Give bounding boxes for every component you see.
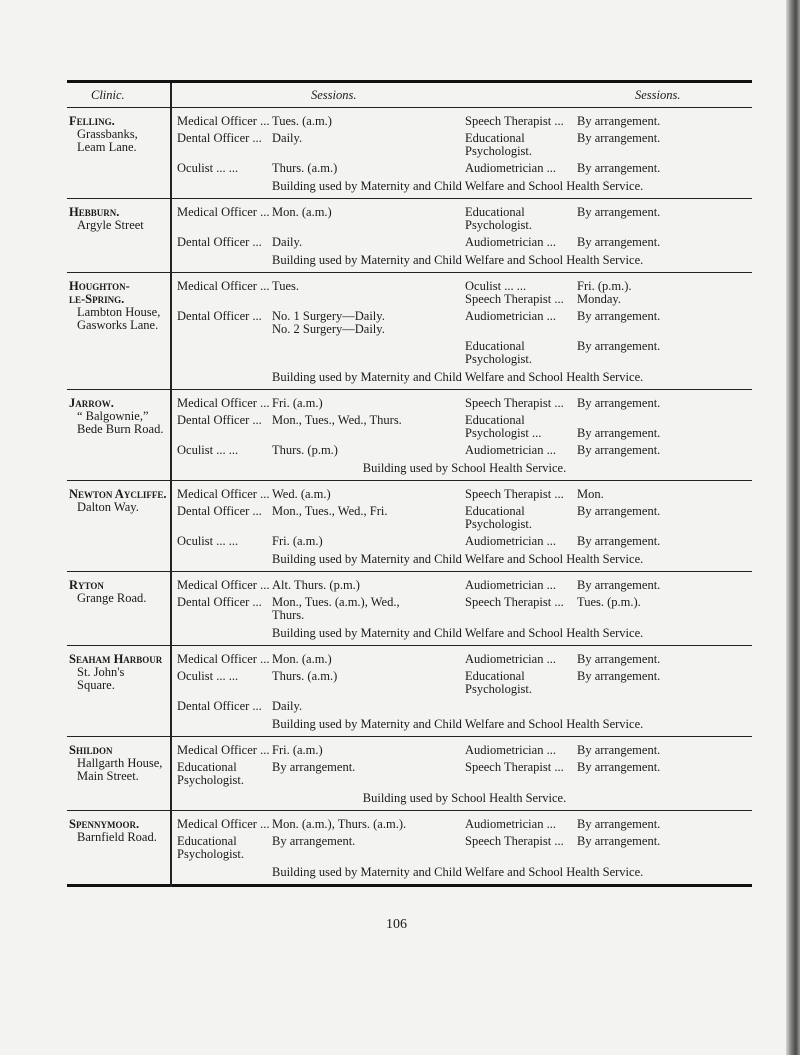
session-time: Daily. [272, 699, 303, 713]
session-time: Thurs. (p.m.) [272, 443, 338, 457]
session-time: Thurs. (a.m.) [272, 669, 338, 683]
table-header [67, 83, 752, 108]
building-usage-note: Building used by Maternity and Child Welfare and School Health Service. [272, 552, 644, 566]
session-time: Fri. (a.m.) [272, 743, 323, 757]
clinic-name: Seaham Harbour [69, 652, 163, 666]
clinic-cell [67, 280, 169, 384]
session-time: Mon., Tues. (a.m.), Wed., Thurs. [272, 595, 400, 622]
session-time: By arrangement. [577, 578, 661, 592]
table-row [177, 505, 752, 531]
header-sessions-right: Sessions. [635, 88, 681, 102]
session-time: Tues. [272, 279, 299, 293]
staff-role: Medical Officer ... [177, 817, 270, 831]
clinic-name: Jarrow. [69, 396, 114, 410]
header-sessions-left: Sessions. [311, 88, 357, 102]
staff-role: Audiometrician ... [465, 235, 556, 249]
session-time: By arrangement. [577, 743, 661, 757]
staff-role: Medical Officer ... [177, 487, 270, 501]
clinic-cell [67, 579, 169, 640]
session-rows [177, 397, 752, 475]
table-row [177, 206, 752, 232]
session-time: By arrangement. [577, 504, 661, 518]
staff-role: Speech Therapist ... [465, 487, 564, 501]
session-time [272, 340, 465, 366]
staff-role: Educational Psychologist. [465, 339, 533, 366]
staff-role: Audiometrician ... [465, 817, 556, 831]
staff-role: Medical Officer ... [177, 652, 270, 666]
session-rows [177, 653, 752, 731]
session-time: Fri. (p.m.). Monday. [577, 279, 632, 306]
staff-role: Dental Officer ... [177, 413, 262, 427]
session-time: By arrangement. [577, 817, 661, 831]
staff-role: Audiometrician ... [465, 161, 556, 175]
staff-role: Speech Therapist ... [465, 114, 564, 128]
staff-role: Dental Officer ... [177, 235, 262, 249]
staff-role: Medical Officer ... [177, 279, 270, 293]
session-rows [177, 115, 752, 193]
table-row [177, 132, 752, 158]
session-time: Mon., Tues., Wed., Thurs. [272, 413, 402, 427]
building-usage-note: Building used by Maternity and Child Welfare and School Health Service. [272, 179, 644, 193]
session-time: Daily. [272, 235, 303, 249]
session-time: Mon. (a.m.), Thurs. (a.m.). [272, 817, 407, 831]
session-rows [177, 744, 752, 805]
clinic-cell [67, 488, 169, 566]
session-rows [177, 488, 752, 566]
staff-role: Educational Psychologist. [465, 504, 533, 531]
session-time: Fri. (a.m.) [272, 534, 323, 548]
session-time: Mon., Tues., Wed., Fri. [272, 504, 388, 518]
clinic-cell [67, 818, 169, 879]
session-rows [177, 280, 752, 384]
staff-role: Medical Officer ... [177, 743, 270, 757]
session-rows [177, 579, 752, 640]
table-row [177, 162, 752, 175]
table-row [177, 310, 752, 336]
staff-role: Speech Therapist ... [465, 396, 564, 410]
table-row [177, 444, 752, 457]
table-row [177, 280, 752, 306]
staff-role: Dental Officer ... [177, 131, 262, 145]
staff-role: Oculist ... ... [177, 161, 239, 175]
clinic-address: Grassbanks, Leam Lane. [77, 127, 138, 154]
clinic-sessions-table [67, 0, 752, 887]
staff-role: Educational Psychologist ... [465, 413, 542, 440]
clinic-address: Argyle Street [77, 218, 144, 232]
building-usage-note: Building used by Maternity and Child Welfare and School Health Service. [272, 370, 644, 384]
session-time: By arrangement. [577, 131, 661, 145]
table-row [177, 488, 752, 501]
session-time: Wed. (a.m.) [272, 487, 331, 501]
staff-role: Oculist ... ... [177, 443, 239, 457]
staff-role: Medical Officer ... [177, 114, 270, 128]
staff-role: Audiometrician ... [465, 443, 556, 457]
staff-role: Medical Officer ... [177, 205, 270, 219]
session-time [577, 700, 752, 713]
table-row [177, 535, 752, 548]
clinic-address: “ Balgownie,” Bede Burn Road. [77, 409, 164, 436]
table-row [177, 670, 752, 696]
session-time: Mon. (a.m.) [272, 205, 332, 219]
staff-role: Audiometrician ... [465, 309, 556, 323]
session-time: No. 1 Surgery—Daily. No. 2 Surgery—Daily. [272, 309, 385, 336]
session-time: By arrangement. [577, 114, 661, 128]
clinic-address: St. John's Square. [77, 665, 125, 692]
staff-role: Audiometrician ... [465, 652, 556, 666]
staff-role: Educational Psychologist. [177, 834, 245, 861]
session-time: By arrangement. [577, 309, 661, 323]
header-clinic: Clinic. [91, 88, 125, 102]
clinic-address: Dalton Way. [77, 500, 139, 514]
session-time: By arrangement. [272, 760, 356, 774]
staff-role: Dental Officer ... [177, 504, 262, 518]
session-time: Mon. [577, 487, 604, 501]
table-row [177, 414, 752, 440]
page-number: 106 [386, 917, 407, 932]
clinic-cell [67, 397, 169, 475]
clinic-name: Felling. [69, 114, 115, 128]
session-time: By arrangement. [577, 652, 661, 666]
table-row [177, 700, 752, 713]
clinic-name: Newton Aycliffe. [69, 487, 167, 501]
staff-role: Speech Therapist ... [465, 595, 564, 609]
building-usage-note: Building used by Maternity and Child Welfare and School Health Service. [272, 717, 644, 731]
clinic-address: Hallgarth House, Main Street. [77, 756, 163, 783]
session-time: Tues. (a.m.) [272, 114, 332, 128]
session-time: By arrangement. [577, 426, 661, 440]
table-row [177, 579, 752, 592]
session-time: By arrangement. [577, 834, 661, 848]
column-divider [170, 83, 172, 887]
building-usage-note: Building used by School Health Service. [362, 791, 567, 805]
session-time: Alt. Thurs. (p.m.) [272, 578, 360, 592]
session-rows [177, 818, 752, 879]
session-time: By arrangement. [577, 534, 661, 548]
clinic-cell [67, 744, 169, 805]
session-time: By arrangement. [577, 443, 661, 457]
session-time: By arrangement. [577, 205, 661, 219]
session-time: By arrangement. [577, 760, 661, 774]
staff-role: Medical Officer ... [177, 396, 270, 410]
session-time: By arrangement. [272, 834, 356, 848]
clinic-name: Hebburn. [69, 205, 120, 219]
building-usage-note: Building used by Maternity and Child Welfare and School Health Service. [272, 626, 644, 640]
staff-role [465, 700, 577, 713]
table-row [177, 744, 752, 757]
clinic-cell [67, 206, 169, 267]
building-usage-note: Building used by Maternity and Child Welfare and School Health Service. [272, 865, 644, 879]
session-time: Tues. (p.m.). [577, 595, 641, 609]
staff-role: Audiometrician ... [465, 578, 556, 592]
clinic-cell [67, 653, 169, 731]
staff-role: Speech Therapist ... [465, 760, 564, 774]
staff-role: Educational Psychologist. [465, 205, 533, 232]
staff-role: Oculist ... ... [177, 534, 239, 548]
staff-role: Audiometrician ... [465, 534, 556, 548]
session-time: By arrangement. [577, 235, 661, 249]
building-usage-note: Building used by School Health Service. [362, 461, 567, 475]
staff-role: Educational Psychologist. [465, 131, 533, 158]
staff-role [177, 340, 272, 366]
clinic-name: Shildon [69, 743, 113, 757]
staff-role: Oculist ... ... [177, 669, 239, 683]
table-row [177, 818, 752, 831]
staff-role: Dental Officer ... [177, 699, 262, 713]
table-row [177, 835, 752, 861]
staff-role: Educational Psychologist. [177, 760, 245, 787]
session-time: Thurs. (a.m.) [272, 161, 338, 175]
session-time: By arrangement. [577, 669, 661, 683]
clinic-name: Houghton- le-Spring. [69, 279, 130, 306]
session-time: By arrangement. [577, 339, 661, 353]
clinic-address: Grange Road. [77, 591, 147, 605]
book-binding-edge [786, 0, 800, 1055]
table-row [177, 596, 752, 622]
session-time: By arrangement. [577, 396, 661, 410]
clinic-address: Barnfield Road. [77, 830, 157, 844]
table-row [177, 761, 752, 787]
table-row [177, 340, 752, 366]
clinic-name: Ryton [69, 578, 104, 592]
table-row [177, 397, 752, 410]
staff-role: Oculist ... ... Speech Therapist ... [465, 279, 564, 306]
clinic-name: Spennymoor. [69, 817, 140, 831]
clinic-address: Lambton House, Gasworks Lane. [77, 305, 161, 332]
staff-role: Audiometrician ... [465, 743, 556, 757]
clinic-cell [67, 115, 169, 193]
staff-role: Speech Therapist ... [465, 834, 564, 848]
staff-role: Dental Officer ... [177, 309, 262, 323]
table-row [177, 653, 752, 666]
staff-role: Medical Officer ... [177, 578, 270, 592]
session-time: Mon. (a.m.) [272, 652, 332, 666]
session-time: By arrangement. [577, 161, 661, 175]
staff-role: Dental Officer ... [177, 595, 262, 609]
table-row [177, 236, 752, 249]
session-time: Fri. (a.m.) [272, 396, 323, 410]
session-time: Daily. [272, 131, 303, 145]
staff-role: Educational Psychologist. [465, 669, 533, 696]
building-usage-note: Building used by Maternity and Child Welfare and School Health Service. [272, 253, 644, 267]
table-row [177, 115, 752, 128]
session-rows [177, 206, 752, 267]
